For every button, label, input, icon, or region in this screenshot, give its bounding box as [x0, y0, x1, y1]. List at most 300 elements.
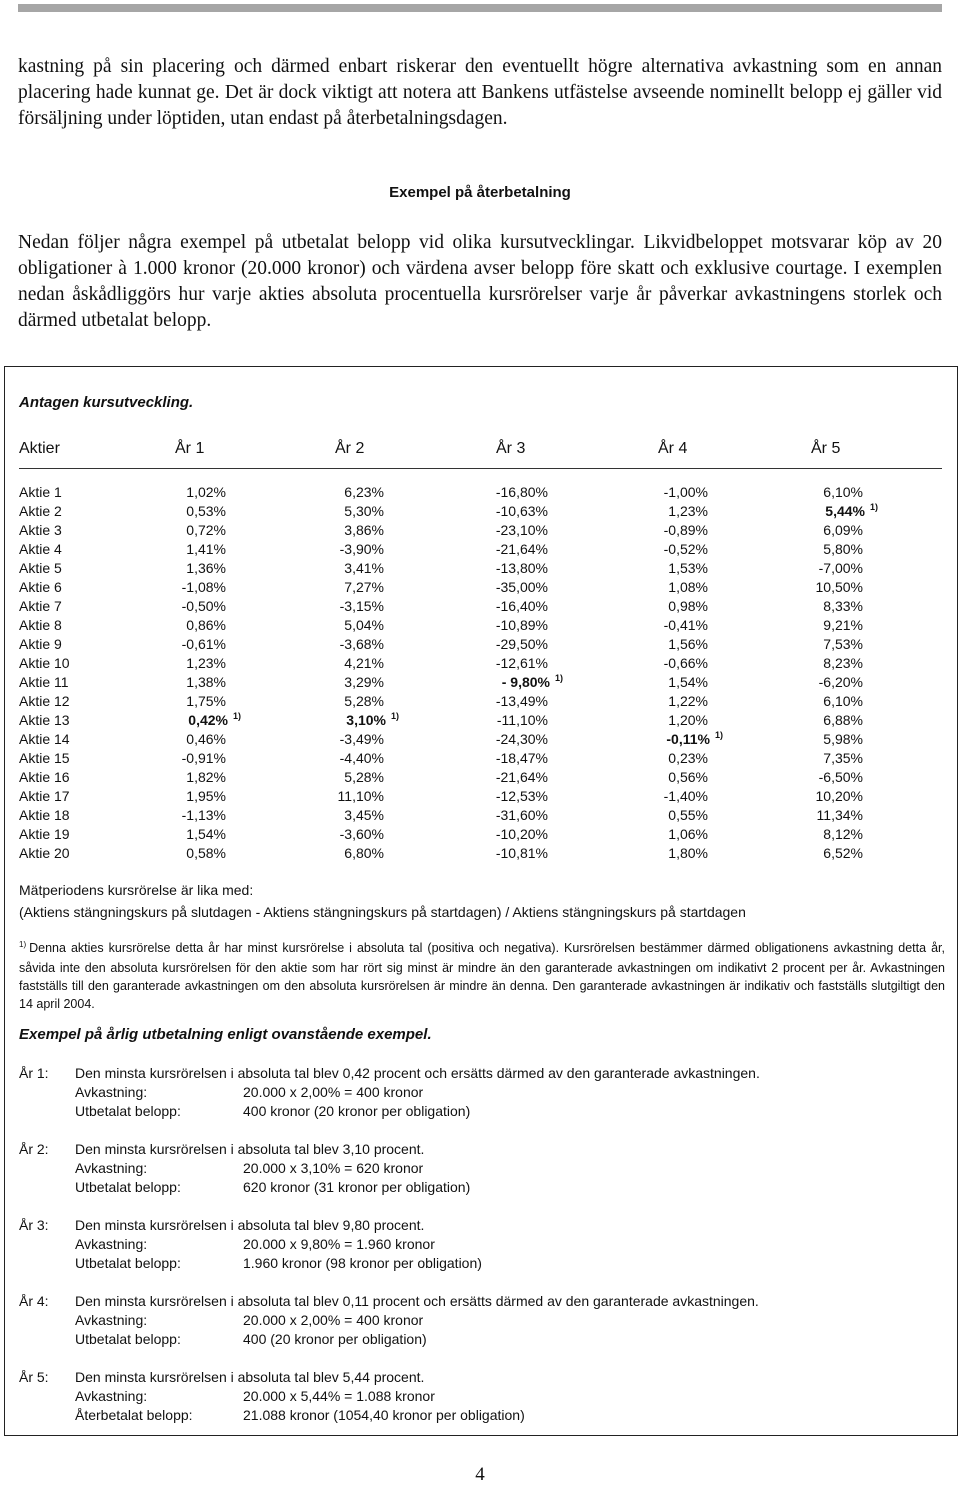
cell-value: 6,23%: [344, 484, 384, 500]
cell-value: Aktie 11: [19, 674, 69, 690]
year-5-cell: [823, 483, 863, 502]
body-paragraph: Nedan följer några exempel på utbetalat belopp vid olika kursutvecklingar. Likvidbeloppet motsvarar köp av 20 obligationer à 1.000 kronor (20.000 kronor) och värdena avser belopp före skatt och exklusive courtage. I exemplen nedan åskådliggörs hur varje akties absoluta procentuella kursrörelser varje år påverkar avkastningens storlek och därmed utbetalat belopp.: [18, 232, 942, 331]
year-3-cell: [496, 540, 548, 559]
box-heading: Antagen kursutveckling.: [19, 394, 194, 411]
stock-name-cell: [19, 521, 62, 540]
table-row: [5, 635, 957, 654]
yield-value: 20.000 x 2,00% = 400 kronor: [243, 1084, 424, 1100]
cell-value: Aktie 19: [19, 826, 70, 842]
table-row: [5, 540, 957, 559]
cell-value: 1,54%: [668, 674, 708, 690]
yield-label: Avkastning:: [75, 1388, 148, 1404]
year-4-cell: [668, 502, 708, 521]
year-3-cell: [496, 635, 548, 654]
cell-value: 11,10%: [337, 788, 384, 804]
header-aktier: Aktier: [19, 440, 60, 457]
stock-name-cell: [19, 768, 70, 787]
page-number: 4: [475, 1464, 485, 1485]
year-5-cell: [823, 540, 863, 559]
footnote-marker: 1): [554, 673, 563, 683]
payout-value: 400 kronor (20 kronor per obligation): [243, 1103, 471, 1119]
table-row: [5, 578, 957, 597]
table-row: [5, 806, 957, 825]
year-3-cell: [496, 654, 548, 673]
year-5-cell: [823, 711, 863, 730]
year-5-cell: [817, 806, 863, 825]
year-3-cell: [496, 521, 548, 540]
year-4-cell: [666, 730, 723, 751]
cell-value: -10,89%: [495, 617, 548, 633]
cell-value: 6,10%: [823, 484, 863, 500]
table-row: [5, 483, 957, 502]
table-body: [5, 483, 957, 863]
yield-value: 20.000 x 9,80% = 1.960 kronor: [243, 1236, 435, 1252]
cell-value: -3,15%: [339, 598, 384, 614]
year-2-cell: [344, 483, 384, 502]
table-row: [5, 559, 957, 578]
year-4-cell: [664, 483, 708, 502]
cell-value: -0,41%: [663, 617, 708, 633]
year-2-cell: [344, 768, 384, 787]
cell-value: 1,53%: [668, 560, 708, 576]
year-1-cell: [186, 844, 226, 863]
cell-value: 5,04%: [344, 617, 384, 633]
table-row: [5, 768, 957, 787]
table-row: [5, 654, 957, 673]
year-2-cell: [340, 825, 384, 844]
cell-value: Aktie 20: [19, 845, 70, 861]
cell-value: Aktie 16: [19, 769, 70, 785]
year-4-cell: [668, 578, 708, 597]
cell-value: 7,53%: [823, 636, 863, 652]
cell-value: 0,55%: [668, 807, 708, 823]
cell-value: -3,68%: [339, 636, 384, 652]
table-row: [5, 692, 957, 711]
year-description: Den minsta kursrörelsen i absoluta tal blev 3,10 procent.: [75, 1141, 425, 1157]
year-4-cell: [668, 806, 708, 825]
cell-value: -21,64%: [495, 541, 548, 557]
cell-value: 1,54%: [186, 826, 226, 842]
header-year-1: År 1: [175, 440, 205, 457]
payout-value: 21.088 kronor (1054,40 kronor per obligation): [243, 1407, 525, 1423]
year-1-cell: [186, 559, 226, 578]
cell-value: -0,11%: [666, 731, 710, 747]
cell-value: 1,23%: [186, 655, 226, 671]
yield-label: Avkastning:: [75, 1312, 148, 1328]
cell-value: Aktie 10: [19, 655, 70, 671]
stock-name-cell: [19, 635, 62, 654]
cell-value: 7,35%: [823, 750, 863, 766]
cell-value: 1,75%: [186, 693, 226, 709]
year-2-cell: [340, 749, 384, 768]
year-2-cell: [344, 559, 384, 578]
cell-value: -12,61%: [495, 655, 548, 671]
cell-value: -23,10%: [495, 522, 548, 538]
stock-name-cell: [19, 483, 62, 502]
year-1-cell: [186, 692, 226, 711]
year-5-cell: [823, 654, 863, 673]
cell-value: 10,20%: [815, 788, 863, 804]
year-2-cell: [344, 502, 384, 521]
year-2-cell: [338, 787, 384, 806]
year-5-cell: [823, 730, 863, 749]
payout-value: 1.960 kronor (98 kronor per obligation): [243, 1255, 482, 1271]
year-3-cell: [496, 616, 548, 635]
intro-paragraph: kastning på sin placering och därmed enbart riskerar den eventuellt högre alternativa avkastning som en annan placering hade kunnat ge. Det är dock viktigt att notera att Bankens utfästelse avseende nominellt belopp ej gäller vid försäljning under löptiden, utan endast på återbetalningsdagen.: [18, 56, 942, 129]
cell-value: 6,52%: [823, 845, 863, 861]
year-3-cell: [496, 483, 548, 502]
year-1-cell: [186, 654, 226, 673]
year-2-cell: [344, 521, 384, 540]
year-4-cell: [664, 540, 708, 559]
table-row: [5, 825, 957, 844]
payout-label: Utbetalat belopp:: [75, 1331, 181, 1347]
year-1-cell: [186, 768, 226, 787]
footnote-marker: 1): [714, 730, 723, 740]
year-3-cell: [496, 749, 548, 768]
cell-value: -6,20%: [818, 674, 863, 690]
footnote-marker: 1): [390, 711, 399, 721]
cell-value: -0,61%: [181, 636, 226, 652]
year-3-cell: [502, 673, 563, 694]
table-row: [5, 844, 957, 863]
cell-value: -10,20%: [495, 826, 548, 842]
year-5-cell: [823, 616, 863, 635]
year-5-cell: [819, 559, 863, 578]
table-row: [5, 787, 957, 806]
header-year-2: År 2: [335, 440, 365, 457]
cell-value: 5,28%: [344, 693, 384, 709]
cell-value: 1,08%: [668, 579, 708, 595]
year-4-cell: [668, 844, 708, 863]
year-5-cell: [819, 673, 863, 692]
cell-value: 0,72%: [186, 522, 226, 538]
cell-value: -21,64%: [495, 769, 548, 785]
year-1-cell: [182, 597, 226, 616]
year-4-cell: [668, 559, 708, 578]
year-label: År 1:: [19, 1065, 49, 1081]
cell-value: 0,23%: [668, 750, 708, 766]
year-1-cell: [186, 730, 226, 749]
cell-value: 3,86%: [344, 522, 384, 538]
year-description: Den minsta kursrörelsen i absoluta tal blev 0,11 procent och ersätts därmed av den garanterade avkastningen.: [75, 1293, 759, 1309]
cell-value: 0,56%: [668, 769, 708, 785]
year-4-cell: [668, 825, 708, 844]
cell-value: -31,60%: [495, 807, 548, 823]
year-1-cell: [186, 521, 226, 540]
year-3-cell: [496, 787, 548, 806]
year-5-cell: [823, 749, 863, 768]
example-box: [4, 366, 958, 1436]
header-year-5: År 5: [811, 440, 841, 457]
year-5-cell: [819, 768, 863, 787]
cell-value: 1,38%: [186, 674, 226, 690]
formula-line-1: Mätperiodens kursrörelse är lika med:: [19, 882, 254, 898]
cell-value: -7,00%: [818, 560, 863, 576]
cell-value: Aktie 8: [19, 617, 62, 633]
payout-label: Återbetalat belopp:: [75, 1407, 193, 1423]
year-4-cell: [664, 787, 708, 806]
cell-value: Aktie 18: [19, 807, 70, 823]
year-4-cell: [664, 521, 708, 540]
stock-name-cell: [19, 806, 70, 825]
cell-value: 6,80%: [344, 845, 384, 861]
cell-value: -1,00%: [663, 484, 708, 500]
cell-value: Aktie 4: [19, 541, 62, 557]
cell-value: 10,50%: [815, 579, 863, 595]
year-3-cell: [496, 844, 548, 863]
cell-value: 1,80%: [668, 845, 708, 861]
yield-value: 20.000 x 3,10% = 620 kronor: [243, 1160, 424, 1176]
stock-name-cell: [19, 540, 62, 559]
cell-value: Aktie 13: [19, 712, 70, 728]
stock-name-cell: [19, 578, 62, 597]
cell-value: 5,28%: [344, 769, 384, 785]
cell-value: 0,46%: [186, 731, 226, 747]
cell-value: 0,53%: [186, 503, 226, 519]
yield-value: 20.000 x 5,44% = 1.088 kronor: [243, 1388, 435, 1404]
year-2-cell: [340, 635, 384, 654]
table-row: [5, 521, 957, 540]
cell-value: -0,50%: [181, 598, 226, 614]
cell-value: -0,89%: [663, 522, 708, 538]
cell-value: -12,53%: [495, 788, 548, 804]
stock-name-cell: [19, 673, 69, 692]
year-4-cell: [668, 749, 708, 768]
stock-name-cell: [19, 559, 62, 578]
cell-value: Aktie 14: [19, 731, 70, 747]
year-5-cell: [823, 635, 863, 654]
cell-value: Aktie 15: [19, 750, 70, 766]
year-2-cell: [344, 844, 384, 863]
cell-value: 3,10%: [346, 712, 386, 728]
year-1-cell: [186, 540, 226, 559]
cell-value: -0,52%: [663, 541, 708, 557]
cell-value: 5,30%: [344, 503, 384, 519]
cell-value: 3,29%: [344, 674, 384, 690]
cell-value: -11,10%: [496, 712, 548, 728]
year-4-cell: [668, 635, 708, 654]
cell-value: Aktie 2: [19, 503, 62, 519]
cell-value: -3,60%: [339, 826, 384, 842]
year-2-cell: [344, 692, 384, 711]
header-divider: [19, 468, 942, 469]
payout-value: 400 (20 kronor per obligation): [243, 1331, 427, 1347]
cell-value: Aktie 1: [19, 484, 62, 500]
cell-value: Aktie 6: [19, 579, 62, 595]
table-row: [5, 730, 957, 749]
cell-value: 9,21%: [823, 617, 863, 633]
footnote: [19, 939, 945, 1013]
cell-value: 8,12%: [823, 826, 863, 842]
section-title: Exempel på återbetalning: [389, 184, 571, 201]
cell-value: 1,22%: [668, 693, 708, 709]
year-5-cell: [825, 502, 878, 523]
cell-value: Aktie 9: [19, 636, 62, 652]
cell-value: -16,80%: [495, 484, 548, 500]
year-4-cell: [664, 654, 708, 673]
yield-label: Avkastning:: [75, 1084, 148, 1100]
year-3-cell: [496, 597, 548, 616]
year-3-cell: [497, 711, 548, 730]
year-1-cell: [182, 635, 226, 654]
year-3-cell: [496, 502, 548, 521]
year-1-cell: [182, 806, 226, 825]
year-1-cell: [186, 616, 226, 635]
cell-value: 3,41%: [344, 560, 384, 576]
stock-name-cell: [19, 749, 70, 768]
year-3-cell: [496, 578, 548, 597]
stock-name-cell: [19, 825, 70, 844]
payout-value: 620 kronor (31 kronor per obligation): [243, 1179, 471, 1195]
cell-value: 0,42%: [188, 712, 228, 728]
cell-value: Aktie 7: [19, 598, 62, 614]
stock-name-cell: [19, 730, 70, 749]
year-4-cell: [668, 768, 708, 787]
yield-label: Avkastning:: [75, 1160, 148, 1176]
stock-name-cell: [19, 692, 70, 711]
cell-value: 6,88%: [823, 712, 863, 728]
cell-value: 5,80%: [823, 541, 863, 557]
cell-value: 5,44%: [825, 503, 865, 519]
header-rule: [18, 4, 942, 12]
cell-value: 1,23%: [668, 503, 708, 519]
year-3-cell: [496, 559, 548, 578]
stock-name-cell: [19, 654, 70, 673]
year-3-cell: [496, 692, 548, 711]
cell-value: -18,47%: [495, 750, 548, 766]
year-5-cell: [823, 844, 863, 863]
cell-value: 1,95%: [186, 788, 226, 804]
year-3-cell: [496, 825, 548, 844]
cell-value: Aktie 17: [19, 788, 70, 804]
stock-name-cell: [19, 844, 70, 863]
table-row: [5, 616, 957, 635]
cell-value: -16,40%: [495, 598, 548, 614]
year-5-cell: [823, 825, 863, 844]
cell-value: -35,00%: [495, 579, 548, 595]
year-1-cell: [182, 749, 226, 768]
year-2-cell: [340, 597, 384, 616]
cell-value: -3,49%: [339, 731, 384, 747]
year-3-cell: [496, 768, 548, 787]
table-row: [5, 597, 957, 616]
cell-value: -10,81%: [495, 845, 548, 861]
cell-value: 0,86%: [186, 617, 226, 633]
year-5-cell: [823, 597, 863, 616]
formula: [19, 879, 746, 923]
year-5-cell: [816, 787, 863, 806]
year-label: År 5:: [19, 1369, 49, 1385]
year-2-cell: [344, 616, 384, 635]
cell-value: - 9,80%: [501, 674, 550, 690]
cell-value: 11,34%: [816, 807, 863, 823]
year-1-cell: [186, 787, 226, 806]
year-2-cell: [344, 673, 384, 692]
year-2-cell: [344, 578, 384, 597]
year-1-cell: [186, 502, 226, 521]
yield-value: 20.000 x 2,00% = 400 kronor: [243, 1312, 424, 1328]
footnote-marker: 1): [869, 502, 878, 512]
cell-value: -1,13%: [181, 807, 226, 823]
cell-value: -13,80%: [495, 560, 548, 576]
footnote-mark: 1): [19, 940, 27, 949]
table-row: [5, 502, 957, 521]
cell-value: -24,30%: [495, 731, 548, 747]
year-4-cell: [668, 597, 708, 616]
stock-name-cell: [19, 787, 70, 806]
year-label: År 3:: [19, 1217, 49, 1233]
table-header: [5, 440, 957, 466]
cell-value: 4,21%: [344, 655, 384, 671]
cell-value: -1,08%: [181, 579, 226, 595]
cell-value: -4,40%: [339, 750, 384, 766]
year-label: År 4:: [19, 1293, 49, 1309]
table-row: [5, 711, 957, 730]
stock-name-cell: [19, 502, 62, 521]
year-4-cell: [668, 711, 708, 730]
cell-value: 8,23%: [823, 655, 863, 671]
year-1-cell: [186, 673, 226, 692]
cell-value: 1,02%: [186, 484, 226, 500]
cell-value: 8,33%: [823, 598, 863, 614]
year-1-cell: [186, 825, 226, 844]
cell-value: 1,20%: [668, 712, 708, 728]
cell-value: Aktie 12: [19, 693, 70, 709]
year-4-cell: [668, 692, 708, 711]
year-label: År 2:: [19, 1141, 49, 1157]
payout-label: Utbetalat belopp:: [75, 1179, 181, 1195]
cell-value: 1,06%: [668, 826, 708, 842]
yield-label: Avkastning:: [75, 1236, 148, 1252]
year-5-cell: [823, 692, 863, 711]
cell-value: -13,49%: [495, 693, 548, 709]
cell-value: Aktie 3: [19, 522, 62, 538]
year-5-cell: [816, 578, 863, 597]
header-year-3: År 3: [496, 440, 526, 457]
year-2-cell: [344, 654, 384, 673]
cell-value: 1,82%: [186, 769, 226, 785]
cell-value: 1,56%: [668, 636, 708, 652]
stock-name-cell: [19, 616, 62, 635]
footnote-marker: 1): [232, 711, 241, 721]
cell-value: 1,36%: [186, 560, 226, 576]
cell-value: -29,50%: [495, 636, 548, 652]
example-heading: Exempel på årlig utbetalning enligt ovanstående exempel.: [19, 1026, 432, 1043]
cell-value: -10,63%: [495, 503, 548, 519]
cell-value: 3,45%: [344, 807, 384, 823]
table-row: [5, 673, 957, 692]
cell-value: 6,09%: [823, 522, 863, 538]
stock-name-cell: [19, 711, 70, 730]
cell-value: 0,98%: [668, 598, 708, 614]
year-2-cell: [344, 806, 384, 825]
year-description: Den minsta kursrörelsen i absoluta tal blev 0,42 procent och ersätts därmed av den garanterade avkastningen.: [75, 1065, 760, 1081]
cell-value: 6,10%: [823, 693, 863, 709]
year-2-cell: [340, 730, 384, 749]
year-2-cell: [346, 711, 399, 732]
cell-value: -0,66%: [663, 655, 708, 671]
cell-value: -6,50%: [818, 769, 863, 785]
cell-value: Aktie 5: [19, 560, 62, 576]
payout-label: Utbetalat belopp:: [75, 1255, 181, 1271]
year-3-cell: [496, 730, 548, 749]
year-1-cell: [182, 578, 226, 597]
header-year-4: År 4: [658, 440, 688, 457]
stock-name-cell: [19, 597, 62, 616]
year-1-cell: [186, 483, 226, 502]
footnote-text: Denna akties kursrörelse detta år har minst kursrörelse i absoluta tal (positiva och negativa). Kursrörelsen bestämmer därmed obligationens avkastning detta år, såvida inte den absoluta kursrörelsen för den aktie som har rört sig minst är mindre än den garanterade avkastningen om indikativt 2 procent per år. Avkastningen fastställs till den garanterade avkastningen om den absoluta kursrörelsen är mindre än denna. Den garanterade avkastningen är indikativ och fastställs slutgiltigt den 14 april 2004.: [19, 941, 945, 1011]
